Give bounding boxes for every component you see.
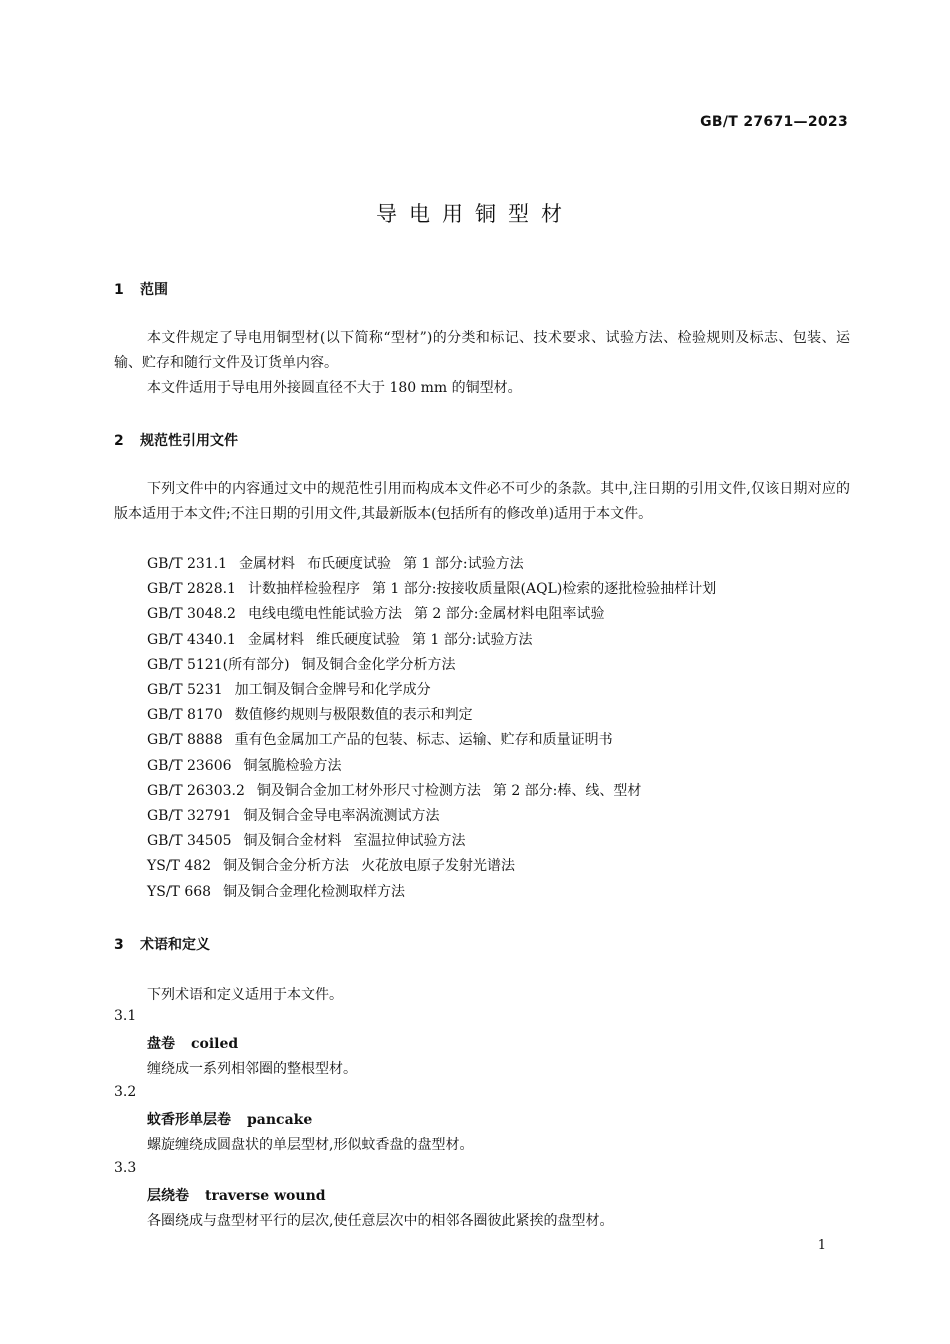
term-number: 3.2 [114, 1084, 137, 1100]
reference-code: GB/T 32791 [147, 808, 232, 825]
section-title: 术语和定义 [140, 937, 210, 953]
page-number: 1 [817, 1238, 826, 1253]
term-number: 3.1 [114, 1008, 137, 1024]
reference-title-part: 火花放电原子发射光谱法 [361, 858, 516, 875]
paragraph: 下列术语和定义适用于本文件。 [147, 987, 343, 1003]
reference-title-part: 第 1 部分:试验方法 [403, 556, 524, 572]
reference-title [244, 758, 342, 774]
term-definition: 各圈绕成与盘型材平行的层次,使任意层次中的相邻各圈彼此紧挨的盘型材。 [147, 1213, 614, 1229]
reference-item [147, 678, 716, 703]
reference-title [244, 808, 440, 824]
reference-title [223, 858, 515, 874]
reference-title-part: 维氏硬度试验 [315, 631, 400, 648]
section-title: 规范性引用文件 [140, 433, 238, 449]
reference-title-part: 铜及铜合金分析方法 [223, 858, 350, 875]
term-definition: 螺旋缠绕成圆盘状的单层型材,形似蚊香盘的盘型材。 [147, 1137, 474, 1153]
reference-code: GB/T 4340.1 [147, 631, 236, 648]
reference-item [147, 552, 716, 577]
reference-item [147, 602, 716, 627]
reference-title [248, 632, 533, 648]
reference-title-part: 第 1 部分:按接收质量限(AQL)检索的逐批检验抽样计划 [371, 581, 717, 598]
reference-title-part: 铜氢脆检验方法 [243, 757, 342, 774]
reference-title [248, 606, 605, 622]
term-name-zh: 蚊香形单层卷 [147, 1112, 231, 1128]
reference-code: GB/T 8888 [147, 732, 223, 749]
reference-item [147, 628, 716, 653]
term-name-en: pancake [247, 1112, 313, 1128]
term-name-en: traverse wound [205, 1188, 326, 1204]
reference-title [235, 707, 473, 723]
reference-code: GB/T 231.1 [147, 556, 228, 572]
reference-title [239, 556, 524, 572]
section-3-heading [114, 934, 210, 954]
reference-title-part: 金属材料 [239, 556, 296, 572]
section-1-heading [114, 279, 168, 299]
reference-title-part: 重有色金属加工产品的包装、标志、运输、贮存和质量证明书 [234, 732, 613, 749]
reference-title-part: 第 2 部分:棒、线、型材 [492, 782, 642, 799]
section-2-heading [114, 430, 238, 450]
reference-item [147, 854, 716, 879]
reference-title [244, 833, 466, 849]
reference-title-part: 电线电缆电性能试验方法 [247, 606, 402, 623]
reference-item [147, 880, 716, 905]
paragraph: 本文件适用于导电用外接圆直径不大于 180 mm 的铜型材。 [147, 380, 522, 396]
reference-title-part: 加工铜及铜合金牌号和化学成分 [234, 682, 431, 699]
reference-code: GB/T 8170 [147, 707, 223, 724]
reference-item [147, 703, 716, 728]
term-definition: 缠绕成一系列相邻圈的整根型材。 [147, 1061, 357, 1077]
reference-code: GB/T 34505 [147, 833, 232, 850]
reference-title [257, 783, 642, 799]
reference-title-part: 铜及铜合金加工材外形尺寸检测方法 [256, 782, 481, 799]
reference-code: GB/T 23606 [147, 757, 232, 774]
section-number: 3 [114, 937, 124, 953]
reference-title-part: 计数抽样检验程序 [247, 581, 360, 598]
reference-code: YS/T 482 [147, 858, 212, 875]
reference-code: GB/T 2828.1 [147, 581, 236, 598]
reference-title-part: 铜及铜合金导电率涡流测试方法 [243, 808, 440, 825]
term-name-en: coiled [191, 1036, 239, 1052]
reference-item [147, 728, 716, 753]
document-title: 导电用铜型材 [376, 202, 574, 226]
reference-title-part: 第 2 部分:金属材料电阻率试验 [413, 606, 605, 623]
reference-title-part: 铜及铜合金材料 [243, 833, 342, 850]
term-number: 3.3 [114, 1160, 137, 1176]
paragraph: 下列文件中的内容通过文中的规范性引用而构成本文件必不可少的条款。其中,注日期的引用文件,仅该日期对应的版本适用于本文件;不注日期的引用文件,其最新版本(包括所有的修改单)适用于本文件。 [114, 481, 850, 522]
section-title: 范围 [140, 282, 168, 298]
reference-code: GB/T 26303.2 [147, 782, 245, 799]
section-number: 2 [114, 433, 124, 449]
reference-code: GB/T 3048.2 [147, 606, 236, 623]
reference-title-part: 室温拉伸试验方法 [353, 833, 466, 850]
reference-code: YS/T 668 [147, 883, 212, 900]
reference-title-part: 金属材料 [247, 631, 304, 648]
reference-title [302, 657, 456, 673]
reference-code: GB/T 5231 [147, 682, 223, 699]
reference-item [147, 754, 716, 779]
term-name [147, 1185, 326, 1205]
term-name [147, 1033, 238, 1053]
reference-item [147, 779, 716, 804]
reference-title [248, 581, 716, 597]
reference-title-part: 第 1 部分:试验方法 [411, 631, 533, 648]
standard-code: GB/T 27671—2023 [700, 114, 848, 130]
reference-item [147, 804, 716, 829]
reference-title-part: 铜及铜合金理化检测取样方法 [223, 883, 406, 900]
reference-list [147, 552, 716, 905]
reference-title [223, 884, 405, 900]
reference-title-part: 数值修约规则与极限数值的表示和判定 [234, 707, 473, 724]
reference-item [147, 577, 716, 602]
term-name [147, 1109, 312, 1129]
term-name-zh: 盘卷 [147, 1036, 175, 1052]
reference-item [147, 829, 716, 854]
paragraph: 本文件规定了导电用铜型材(以下简称“型材”)的分类和标记、技术要求、试验方法、检验规则及标志、包装、运输、贮存和随行文件及订货单内容。 [114, 330, 850, 371]
reference-title [235, 682, 431, 698]
reference-item [147, 653, 716, 678]
reference-title-part: 布氏硬度试验 [307, 556, 392, 572]
section-number: 1 [114, 282, 124, 298]
reference-title [235, 732, 613, 748]
reference-title-part: 铜及铜合金化学分析方法 [301, 656, 456, 673]
reference-code: GB/T 5121(所有部分) [147, 656, 290, 673]
term-name-zh: 层绕卷 [147, 1188, 189, 1204]
